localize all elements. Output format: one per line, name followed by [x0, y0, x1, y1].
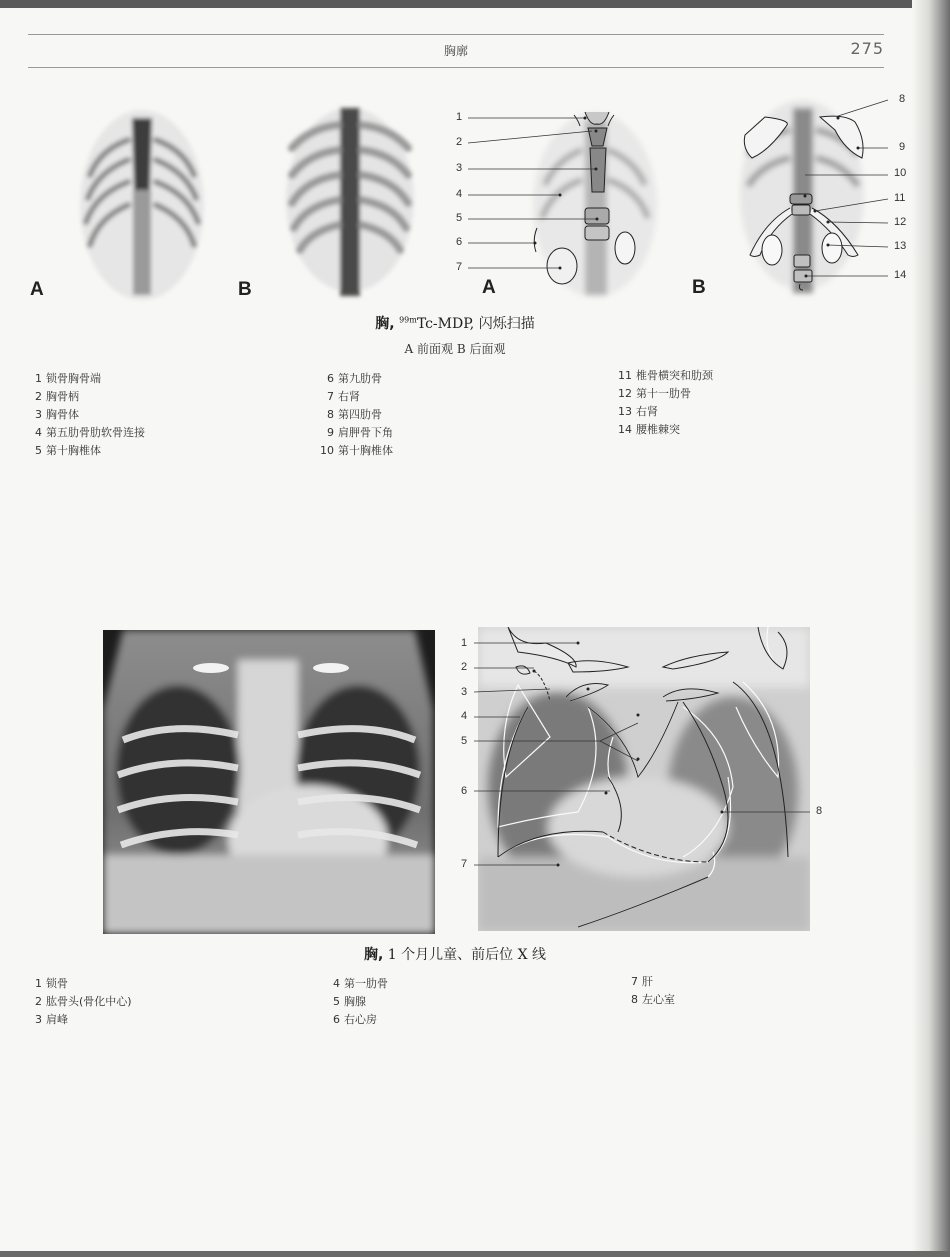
legend-item — [320, 406, 393, 424]
callout-number: 2 — [461, 661, 468, 673]
legend-text: 第十胸椎体 — [46, 444, 101, 457]
callout-number: 6 — [461, 785, 468, 797]
legend-number: 8 — [327, 408, 334, 421]
scintigraphy-images — [0, 0, 950, 320]
legend-text: 右肾 — [338, 390, 360, 403]
legend-text: 右心房 — [344, 1013, 377, 1026]
scan-legend-col1 — [28, 370, 145, 460]
panel-letter-a: A — [30, 279, 44, 300]
legend-number: 2 — [35, 390, 42, 403]
legend-item — [326, 993, 388, 1011]
callout-number: 8 — [899, 93, 906, 105]
legend-number: 8 — [631, 993, 638, 1006]
legend-item — [624, 973, 675, 991]
panel-letter-b-annotated: B — [692, 277, 706, 298]
callout-number: 1 — [461, 637, 468, 649]
callout-number: 3 — [461, 686, 468, 698]
legend-number: 13 — [618, 405, 632, 418]
scan-legend-col2 — [320, 370, 393, 460]
legend-item — [624, 991, 675, 1009]
legend-number: 10 — [320, 444, 334, 457]
legend-number: 9 — [327, 426, 334, 439]
legend-number: 3 — [35, 1013, 42, 1026]
caption-superscript: 99m — [399, 315, 417, 325]
scan-anterior-raw — [80, 110, 204, 300]
panel-letter-a-annotated: A — [482, 277, 496, 298]
scan-anterior-annotated — [468, 112, 657, 297]
caption-bold: 胸, — [363, 947, 384, 963]
scan-figure-caption — [0, 313, 910, 333]
xray-figure-caption — [0, 944, 910, 964]
legend-text: 腰椎棘突 — [636, 423, 680, 436]
legend-item — [28, 993, 132, 1011]
legend-text: 肩峰 — [46, 1013, 68, 1026]
callout-number: 3 — [456, 162, 463, 174]
legend-text: 第五肋骨肋软骨连接 — [46, 426, 145, 439]
scan-legend-col3 — [618, 367, 713, 439]
caption-text: Tc-MDP, 闪烁扫描 — [416, 316, 535, 332]
legend-number: 1 — [35, 977, 42, 990]
legend-item — [28, 442, 145, 460]
legend-number: 14 — [618, 423, 632, 436]
page-number: 275 — [850, 39, 884, 58]
scan-posterior-raw — [286, 108, 414, 296]
legend-item — [326, 1011, 388, 1029]
page-bottom-edge — [0, 1251, 950, 1257]
legend-number: 7 — [631, 975, 638, 988]
caption-text: 1 个月儿童、前后位 X 线 — [387, 947, 546, 963]
legend-text: 第十胸椎体 — [338, 444, 393, 457]
legend-text: 锁骨胸骨端 — [46, 372, 101, 385]
xray-raw-image — [103, 630, 435, 934]
xray-legend-col1 — [28, 975, 132, 1029]
legend-text: 第一肋骨 — [344, 977, 388, 990]
legend-number: 5 — [333, 995, 340, 1008]
legend-item — [320, 442, 393, 460]
scan-posterior-annotated — [740, 100, 888, 293]
legend-item — [28, 1011, 132, 1029]
legend-number: 2 — [35, 995, 42, 1008]
legend-text: 第九肋骨 — [338, 372, 382, 385]
legend-number: 4 — [35, 426, 42, 439]
legend-number: 6 — [327, 372, 334, 385]
scan-figure-subcaption: A 前面观 B 后面观 — [404, 342, 506, 356]
legend-item — [618, 385, 713, 403]
legend-number: 11 — [618, 369, 632, 382]
callout-number: 11 — [894, 192, 906, 204]
legend-text: 肝 — [642, 975, 653, 988]
legend-item — [320, 424, 393, 442]
legend-text: 胸腺 — [344, 995, 366, 1008]
xray-leader-lines — [460, 635, 840, 885]
legend-number: 4 — [333, 977, 340, 990]
legend-number: 1 — [35, 372, 42, 385]
legend-number: 3 — [35, 408, 42, 421]
legend-item — [320, 388, 393, 406]
legend-text: 锁骨 — [46, 977, 68, 990]
legend-number: 5 — [35, 444, 42, 457]
callout-number: 5 — [461, 735, 468, 747]
legend-item — [618, 367, 713, 385]
legend-text: 肩胛骨下角 — [338, 426, 393, 439]
legend-number: 12 — [618, 387, 632, 400]
legend-item — [326, 975, 388, 993]
legend-text: 第四肋骨 — [338, 408, 382, 421]
callout-number: 14 — [894, 269, 907, 281]
xray-legend-col3 — [624, 973, 675, 1009]
panel-letter-b: B — [238, 279, 252, 300]
callout-number: 7 — [456, 261, 463, 273]
legend-item — [28, 424, 145, 442]
callout-number: 1 — [456, 111, 463, 123]
legend-item — [28, 975, 132, 993]
legend-text: 椎骨横突和肋颈 — [636, 369, 713, 382]
callout-number: 9 — [899, 141, 906, 153]
callout-number: 7 — [461, 858, 468, 870]
legend-number: 6 — [333, 1013, 340, 1026]
callout-number: 4 — [461, 710, 468, 722]
legend-item — [28, 406, 145, 424]
callout-number: 6 — [456, 236, 463, 248]
callout-number: 2 — [456, 136, 463, 148]
legend-item — [618, 403, 713, 421]
callout-number: 8 — [816, 805, 823, 817]
chapter-title: 胸廓 — [443, 44, 468, 58]
callout-number: 5 — [456, 212, 463, 224]
legend-item — [320, 370, 393, 388]
legend-item — [28, 370, 145, 388]
legend-text: 右肾 — [636, 405, 658, 418]
callout-number: 10 — [894, 167, 907, 179]
legend-item — [28, 388, 145, 406]
legend-text: 胸骨柄 — [46, 390, 79, 403]
legend-text: 左心室 — [642, 993, 675, 1006]
legend-text: 胸骨体 — [46, 408, 79, 421]
legend-text: 第十一肋骨 — [636, 387, 691, 400]
callout-number: 12 — [894, 216, 907, 228]
legend-item — [618, 421, 713, 439]
callout-number: 4 — [456, 188, 463, 200]
xray-legend-col2 — [326, 975, 388, 1029]
caption-bold: 胸, — [375, 316, 395, 332]
callout-number: 13 — [894, 240, 907, 252]
legend-text: 肱骨头(骨化中心) — [46, 995, 132, 1008]
legend-number: 7 — [327, 390, 334, 403]
